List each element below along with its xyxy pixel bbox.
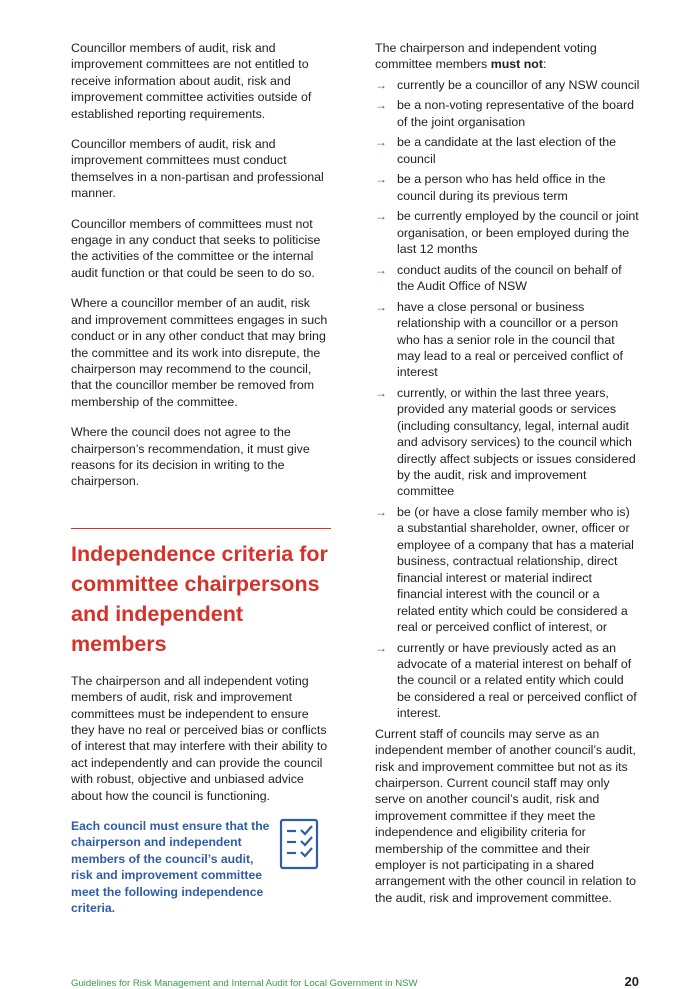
footer-title: Guidelines for Risk Management and Internal Audit for Local Government in NSW [71, 978, 418, 989]
list-item-text: conduct audits of the council on behalf of the Audit Office of NSW [397, 262, 622, 294]
checklist-icon [279, 818, 319, 870]
callout-text: Each council must ensure that the chairperson and independent members of the council’s audit, risk and improvement committee meet the following independence criteria. [71, 819, 270, 916]
callout-box [71, 818, 331, 916]
list-item [375, 504, 640, 635]
page-footer [71, 974, 639, 989]
arrow-right-icon: → [375, 640, 387, 655]
list-item [375, 208, 640, 257]
arrow-right-icon: → [375, 135, 387, 150]
section-heading: Independence criteria for committee chairpersons and independent members [71, 541, 328, 656]
criteria-intro [375, 40, 640, 73]
list-item [375, 171, 640, 204]
list-item-text: be currently employed by the council or joint organisation, or been employed during the last 12 months [397, 209, 639, 257]
list-item [375, 640, 640, 722]
intro-emphasis: must not [490, 57, 543, 72]
arrow-right-icon: → [375, 77, 387, 92]
paragraph: Councillor members of audit, risk and improvement committees must conduct themselves in a non-partisan and professional manner. [71, 137, 324, 201]
section-divider [71, 528, 331, 529]
paragraph: Where the council does not agree to the chairperson’s recommendation, it must give reasons for its decision in writing to the chairperson. [71, 425, 310, 489]
list-item-text: be (or have a close family member who is) a substantial shareholder, owner, officer or employee of a company that has a material business, contractual relationship, direct financial interest or material indirect financial interest with the council or a related entity which could be considered a real or perceived conflict of interest, or [397, 505, 634, 634]
paragraph: Councillor members of audit, risk and improvement committees are not entitled to receive information about audit, risk and improvement committee activities outside of established reporting requirements. [71, 41, 312, 121]
arrow-right-icon: → [375, 505, 387, 520]
arrow-right-icon: → [375, 262, 387, 277]
list-item-text: be a candidate at the last election of the council [397, 135, 617, 166]
arrow-right-icon: → [375, 386, 387, 401]
list-item [375, 134, 640, 167]
list-item [375, 97, 640, 130]
list-item-text: currently or have previously acted as an advocate of a material interest on behalf of the council or a related entity which could be considered a real or perceived conflict of interest. [397, 640, 637, 721]
heading-paragraph: The chairperson and all independent voting members of audit, risk and improvement committees must be independent to ensure they have no real or perceived bias or conflicts of interest that may interfere with their ability to act independently and can provide the council with robust, objective and unbiased advice about how the council is functioning. [71, 673, 328, 803]
criteria-list [375, 77, 640, 722]
list-item-text: be a person who has held office in the council during its previous term [397, 172, 606, 203]
arrow-right-icon: → [375, 209, 387, 224]
arrow-right-icon: → [375, 299, 387, 314]
page-number: 20 [624, 974, 639, 989]
list-item-text: currently be a councillor of any NSW council [397, 77, 640, 92]
list-item-text: be a non-voting representative of the board of the joint organisation [397, 98, 634, 129]
list-item-text: have a close personal or business relationship with a councillor or a person who has a senior role in the council that may lead to a real or perceived conflict of interest [397, 299, 623, 380]
left-column [71, 40, 331, 916]
right-column [375, 40, 640, 920]
intro-prefix: The chairperson and independent voting committee members [375, 41, 597, 72]
intro-suffix: : [543, 57, 547, 72]
closing-paragraph: Current staff of councils may serve as an independent member of another council’s audit, risk and improvement committee but not as its chairperson. Current council staff may only serve on another council’s audit, risk and improvement committee if they meet the independence and eligibility criteria for membership of the committee and their employer is not participating in a shared arrangement with the other council in relation to the audit, risk and improvement committee. [375, 726, 637, 905]
arrow-right-icon: → [375, 98, 387, 113]
paragraph: Where a councillor member of an audit, risk and improvement committees engages in such conduct or in any other conduct that may bring the committee and its work into disrepute, the chairperson may recommend to the council, that the councillor member be removed from membership of the committee. [71, 296, 328, 409]
list-item [375, 262, 640, 295]
list-item-text: currently, or within the last three years, provided any material goods or services (including consultancy, legal, internal audit and advisory services) to the council which directly affect subjects or issues considered by the audit, risk and improvement committee [397, 386, 636, 499]
list-item [375, 385, 640, 500]
paragraph: Councillor members of committees must not engage in any conduct that seeks to politicise the activities of the committee or the internal audit function or that could be seen to do so. [71, 216, 321, 280]
arrow-right-icon: → [375, 172, 387, 187]
list-item [375, 299, 640, 381]
list-item [375, 77, 640, 93]
